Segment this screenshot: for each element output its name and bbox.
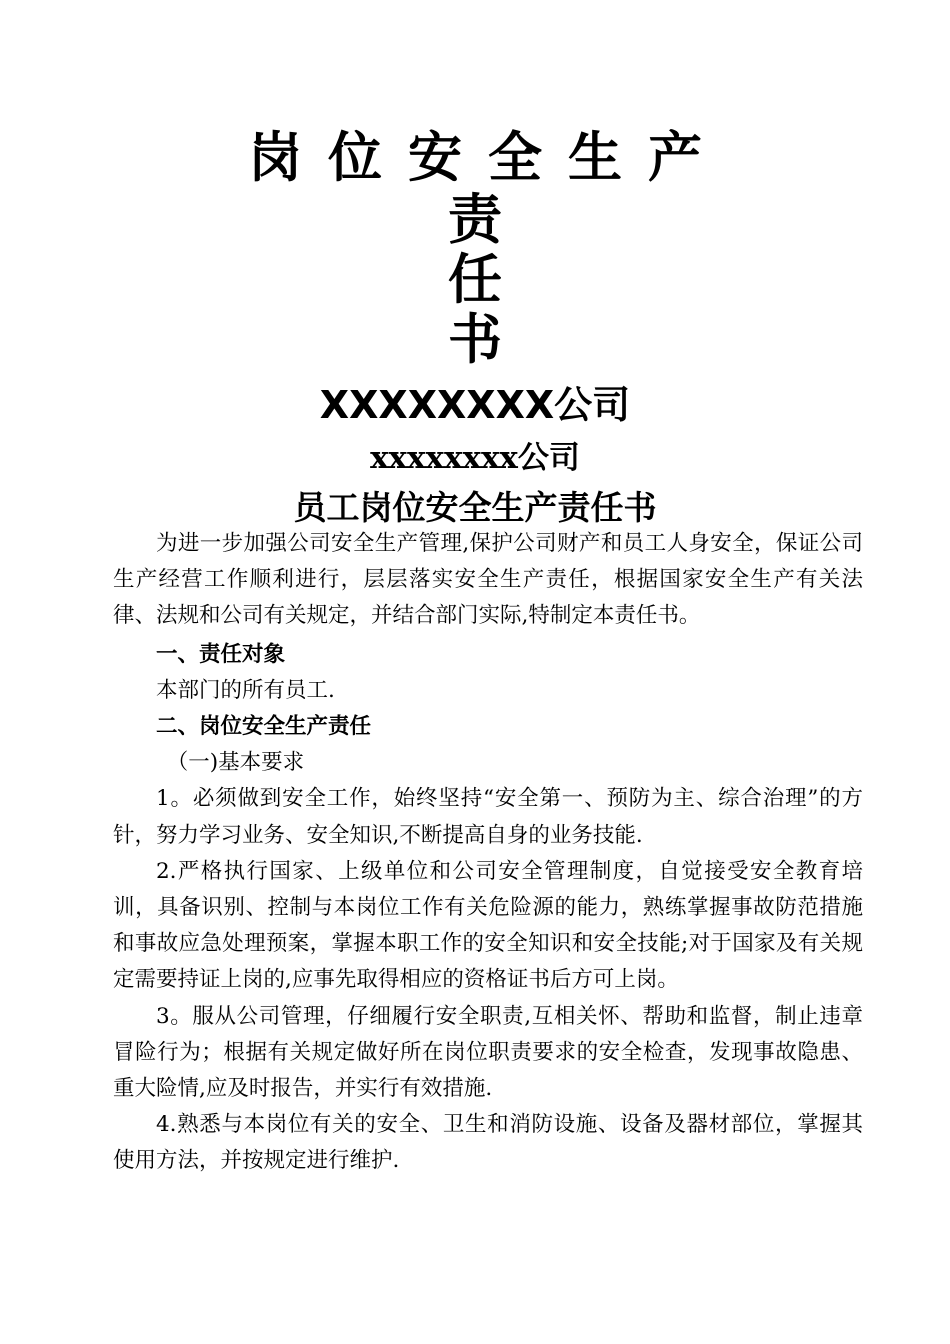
requirement-item-2: 2.严格执行国家、上级单位和公司安全管理制度，自觉接受安全教育培训，具备识别、控制与本岗位工作有关危险源的能力，熟练掌握事故防范措施和事故应急处理预案，掌握本职工作的安全知识和安全技能;对于国家及有关规定需要持证上岗的,应事先取得相应的资格证书后方可上岗。 — [113, 858, 863, 993]
company-name: xxxxxxxx公司 — [370, 440, 580, 476]
document-title: 员工岗位安全生产责任书 — [293, 488, 657, 527]
title-line-1: 岗位安全生产 — [248, 126, 728, 189]
section-text-responsibility-target: 本部门的所有员工. — [156, 677, 335, 703]
title-line-2: 责 — [448, 188, 502, 251]
section-heading-post-safety: 二、岗位安全生产责任 — [156, 714, 372, 740]
title-line-4: 书 — [448, 308, 502, 371]
intro-paragraph: 为进一步加强公司安全生产管理,保护公司财产和员工人身安全，保证公司生产经营工作顺利进行，层层落实安全生产责任，根据国家安全生产有关法律、法规和公司有关规定，并结合部门实际,特制定本责任书。 — [113, 531, 863, 629]
company-name-bold: XXXXXXXX公司 — [319, 383, 631, 427]
requirement-item-3: 3。服从公司管理，仔细履行安全职责,互相关怀、帮助和监督，制止违章冒险行为；根据有关规定做好所在岗位职责要求的安全检查，发现事故隐患、重大险情,应及时报告，并实行有效措施. — [113, 1003, 863, 1102]
section-heading-responsibility-target: 一、责任对象 — [156, 641, 286, 667]
title-line-3: 任 — [448, 248, 502, 311]
requirement-item-4: 4.熟悉与本岗位有关的安全、卫生和消防设施、设备及器材部位，掌握其使用方法，并按规定进行维护. — [113, 1112, 863, 1174]
requirement-item-1: 1。必须做到安全工作，始终坚持“安全第一、预防为主、综合治理”的方针，努力学习业务、安全知识,不断提高自身的业务技能. — [113, 786, 863, 848]
subsection-heading-basic-requirements: （一)基本要求 — [166, 750, 305, 776]
document-body — [113, 526, 863, 1180]
